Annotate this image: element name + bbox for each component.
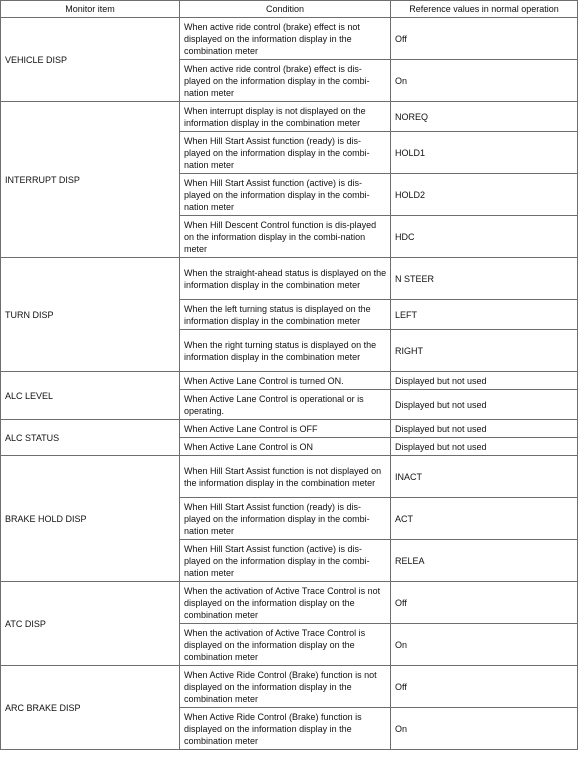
condition-cell: When Hill Start Assist function is not displayed on the information display in the combination meter [180,456,391,498]
condition-cell: When interrupt display is not displayed on the information display in the combination meter [180,102,391,132]
monitor-item-cell: ARC BRAKE DISP [1,666,180,750]
condition-cell: When Hill Start Assist function (active) is dis-played on the information display in the combi-nation meter [180,174,391,216]
reference-value-cell: On [391,624,578,666]
condition-cell: When Active Ride Control (Brake) function is not displayed on the information display in the combination meter [180,666,391,708]
reference-value-cell: Displayed but not used [391,420,578,438]
monitor-item-cell: BRAKE HOLD DISP [1,456,180,582]
table-row [1,258,578,300]
reference-value-cell: On [391,60,578,102]
condition-cell: When Hill Start Assist function (active) is dis-played on the information display in the combi-nation meter [180,540,391,582]
condition-cell: When the activation of Active Trace Control is displayed on the information display on the combination meter [180,624,391,666]
reference-value-cell: Displayed but not used [391,372,578,390]
table-row [1,582,578,624]
table-header [1,1,578,18]
reference-value-cell: RELEA [391,540,578,582]
condition-cell: When Active Lane Control is ON [180,438,391,456]
table-row [1,102,578,132]
condition-cell: When active ride control (brake) effect is dis-played on the information display in the combi-nation meter [180,60,391,102]
table-row [1,420,578,438]
reference-value-cell: HDC [391,216,578,258]
reference-value-cell: On [391,708,578,750]
reference-value-cell: NOREQ [391,102,578,132]
monitor-item-cell: TURN DISP [1,258,180,372]
condition-cell: When Active Lane Control is operational or is operating. [180,390,391,420]
header-row [1,1,578,18]
header-reference-values: Reference values in normal operation [391,1,578,18]
condition-cell: When Hill Start Assist function (ready) is dis-played on the information display in the combi-nation meter [180,132,391,174]
condition-cell: When Active Ride Control (Brake) function is displayed on the information display in the combination meter [180,708,391,750]
reference-value-cell: INACT [391,456,578,498]
reference-value-cell: RIGHT [391,330,578,372]
monitor-item-cell: ALC STATUS [1,420,180,456]
reference-value-cell: Off [391,582,578,624]
condition-cell: When Hill Descent Control function is dis-played on the information display in the combi-nation meter [180,216,391,258]
header-monitor-item: Monitor item [1,1,180,18]
reference-value-cell: Displayed but not used [391,438,578,456]
condition-cell: When the activation of Active Trace Control is not displayed on the information display on the combination meter [180,582,391,624]
reference-value-cell: HOLD1 [391,132,578,174]
reference-value-cell: HOLD2 [391,174,578,216]
condition-cell: When the straight-ahead status is displayed on the information display in the combination meter [180,258,391,300]
table-row [1,666,578,708]
monitor-item-cell: ATC DISP [1,582,180,666]
monitor-item-cell: INTERRUPT DISP [1,102,180,258]
reference-value-cell: LEFT [391,300,578,330]
condition-cell: When active ride control (brake) effect is not displayed on the information display in the combination meter [180,18,391,60]
condition-cell: When Active Lane Control is turned ON. [180,372,391,390]
condition-cell: When the right turning status is displayed on the information display in the combination meter [180,330,391,372]
reference-value-cell: N STEER [391,258,578,300]
reference-value-cell: Off [391,18,578,60]
condition-cell: When Active Lane Control is OFF [180,420,391,438]
table-row [1,456,578,498]
table-body [1,18,578,750]
monitor-item-cell: VEHICLE DISP [1,18,180,102]
monitor-item-cell: ALC LEVEL [1,372,180,420]
reference-value-cell: ACT [391,498,578,540]
reference-value-cell: Off [391,666,578,708]
table-row [1,372,578,390]
table-row [1,18,578,60]
condition-cell: When Hill Start Assist function (ready) is dis-played on the information display in the combi-nation meter [180,498,391,540]
header-condition: Condition [180,1,391,18]
reference-value-cell: Displayed but not used [391,390,578,420]
condition-cell: When the left turning status is displayed on the information display in the combination meter [180,300,391,330]
